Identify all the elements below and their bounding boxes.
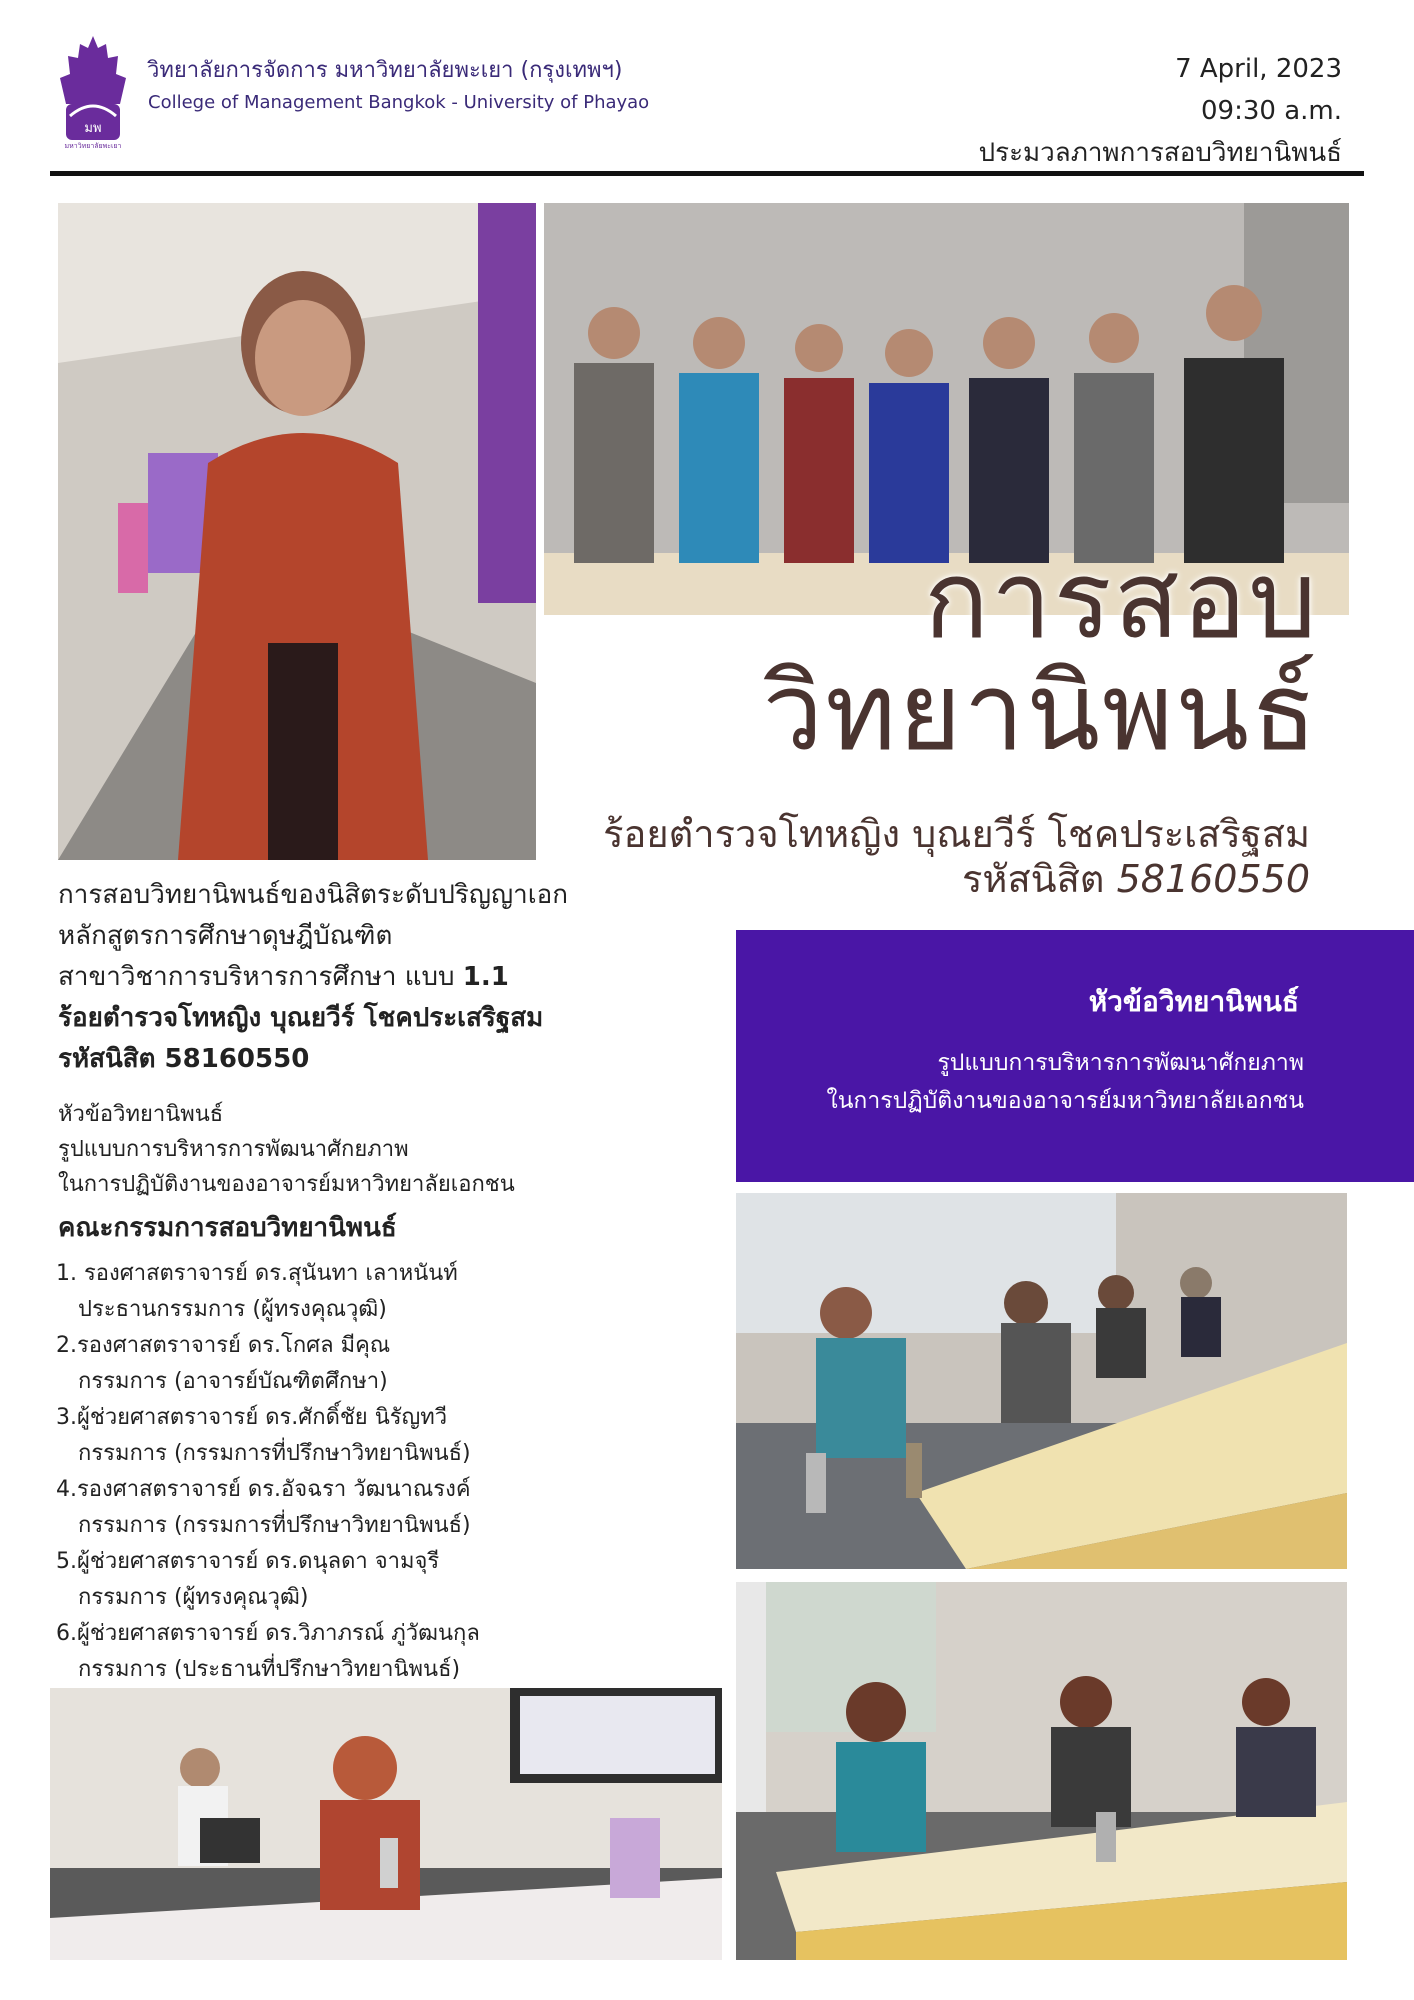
- intro-line-2: หลักสูตรการศึกษาดุษฎีบัณฑิต: [58, 921, 393, 951]
- committee-member: 3.ผู้ช่วยศาสตราจารย์ ดร.ศักดิ์ชัย นิรัญทวี กรรมการ (กรรมการที่ปรึกษาวิทยานิพนธ์): [56, 1405, 471, 1466]
- candidate-photo: [58, 203, 536, 860]
- committee-member: 2.รองศาสตราจารย์ ดร.โกศล มีคุณ กรรมการ (อาจารย์บัณฑิตศึกษา): [56, 1333, 391, 1394]
- intro-block: [58, 875, 568, 1080]
- title-line-1: การสอบ: [923, 538, 1319, 663]
- header-caption: ประมวลภาพการสอบวิทยานิพนธ์: [978, 138, 1342, 168]
- committee-member: 6.ผู้ช่วยศาสตราจารย์ ดร.วิภาภรณ์ ภู่วัฒนกุล กรรมการ (ประธานที่ปรึกษาวิทยานิพนธ์): [56, 1621, 480, 1682]
- committee-member: 1. รองศาสตราจารย์ ดร.สุนันทา เลาหนันท์ ประธานกรรมการ (ผู้ทรงคุณวุฒิ): [56, 1261, 458, 1322]
- thesis-topic-line-1: รูปแบบการบริหารการพัฒนาศักยภาพ: [58, 1137, 409, 1162]
- program-major: สาขาวิชาการบริหารการศึกษา แบบ: [58, 962, 455, 992]
- committee-list: [56, 1256, 480, 1688]
- intro-line-1: การสอบวิทยานิพนธ์ของนิสิตระดับปริญญาเอก: [58, 880, 568, 910]
- intro-student-id: รหัสนิสิต 58160550: [58, 1044, 310, 1074]
- topic-box-heading: หัวข้อวิทยานิพนธ์: [1088, 985, 1299, 1018]
- candidate-name: ร้อยตำรวจโทหญิง บุณยวีร์ โชคประเสริฐสม: [603, 812, 1310, 856]
- svg-text:มพ: มพ: [84, 121, 102, 136]
- candidate-id: [962, 848, 1310, 909]
- program-plan: 1.1: [462, 962, 509, 992]
- meeting-photo-3: [50, 1688, 722, 1960]
- topic-box-line-2: ในการปฏิบัติงานของอาจารย์มหาวิทยาลัยเอกชน: [826, 1088, 1304, 1114]
- university-logo: [58, 34, 128, 152]
- event-time: 09:30 a.m.: [1201, 96, 1342, 126]
- id-label: รหัสนิสิต: [961, 857, 1105, 901]
- thesis-topic-line-2: ในการปฏิบัติงานของอาจารย์มหาวิทยาลัยเอกชน: [58, 1172, 515, 1197]
- org-name-english: College of Management Bangkok - University of Phayao: [148, 92, 650, 113]
- thesis-topic-small: [58, 1097, 515, 1202]
- committee-heading: คณะกรรมการสอบวิทยานิพนธ์: [58, 1213, 397, 1243]
- meeting-photo-2: [736, 1582, 1347, 1960]
- meeting-photo-1: [736, 1193, 1347, 1569]
- header-meta: [979, 48, 1342, 174]
- intro-name: ร้อยตำรวจโทหญิง บุณยวีร์ โชคประเสริฐสม: [58, 1003, 544, 1033]
- main-title: [762, 538, 1319, 775]
- topic-box-line-1: รูปแบบการบริหารการพัฒนาศักยภาพ: [937, 1050, 1304, 1076]
- org-name-thai: วิทยาลัยการจัดการ มหาวิทยาลัยพะเยา (กรุงเทพฯ): [147, 58, 623, 83]
- event-date: 7 April, 2023: [1175, 54, 1342, 84]
- thesis-topic-heading: หัวข้อวิทยานิพนธ์: [58, 1102, 224, 1127]
- header-divider: [50, 171, 1364, 176]
- intro-line-3: [58, 957, 568, 998]
- title-line-2: วิทยานิพนธ์: [762, 650, 1319, 775]
- committee-member: 5.ผู้ช่วยศาสตราจารย์ ดร.ดนุลดา จามจุรี กรรมการ (ผู้ทรงคุณวุฒิ): [56, 1549, 440, 1610]
- thesis-topic-box: [736, 930, 1414, 1182]
- id-value: 58160550: [1116, 857, 1310, 901]
- svg-text:มหาวิทยาลัยพะเยา: มหาวิทยาลัยพะเยา: [64, 142, 122, 150]
- committee-member: 4.รองศาสตราจารย์ ดร.อัจฉรา วัฒนาณรงค์ กรรมการ (กรรมการที่ปรึกษาวิทยานิพนธ์): [56, 1477, 471, 1538]
